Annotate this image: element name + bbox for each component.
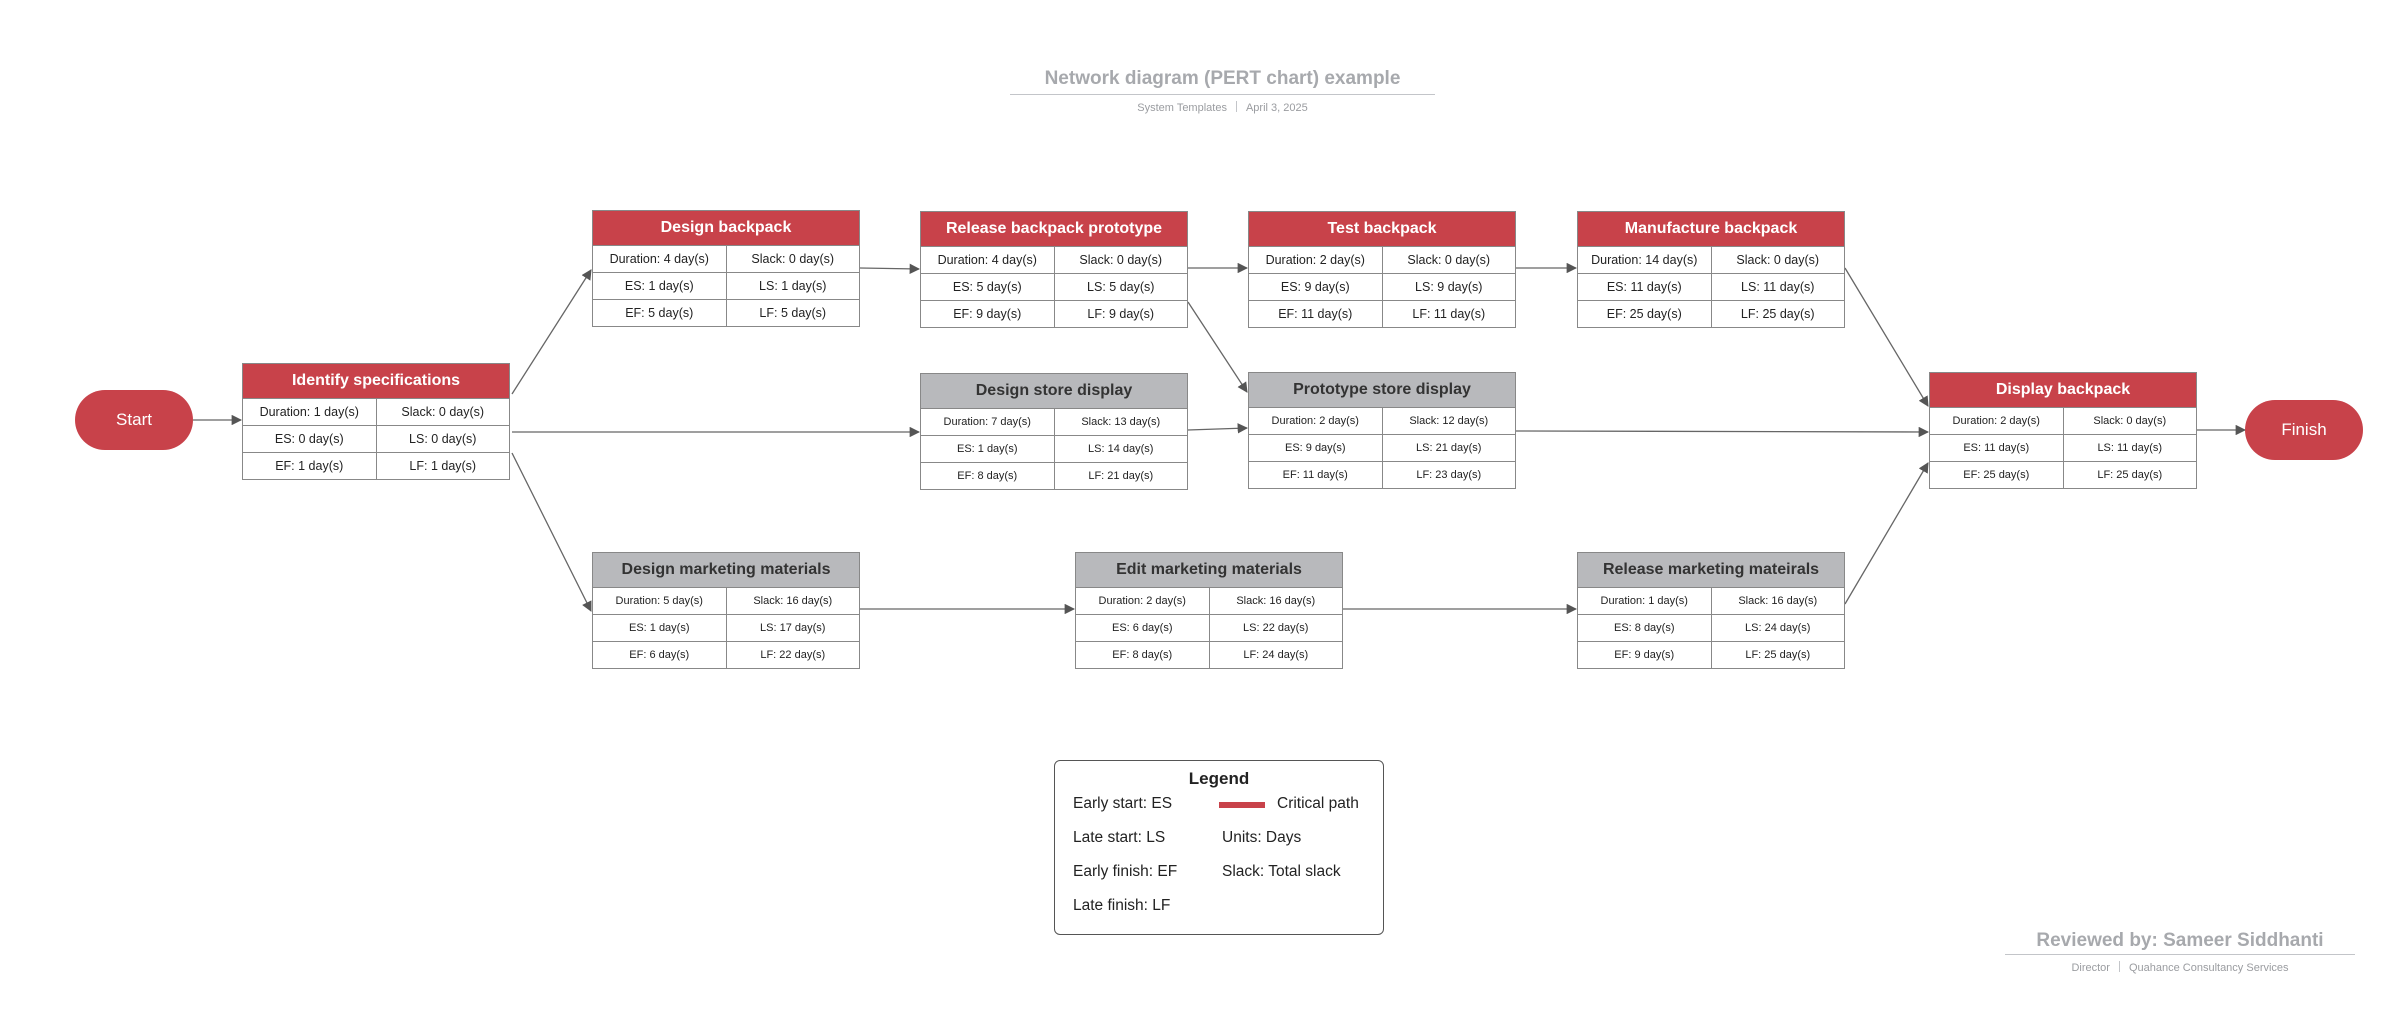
task-es: ES: 1 day(s) (624, 279, 694, 293)
task-es: ES: 5 day(s) (952, 280, 1022, 294)
task-duration: Duration: 2 day(s) (1952, 415, 2040, 427)
task-ls: LS: 9 day(s) (1382, 274, 1516, 300)
task-design-marketing-materials (592, 552, 860, 669)
task-lf: LF: 23 day(s) (1382, 462, 1516, 488)
task-ls: LS: 24 day(s) (1711, 615, 1845, 641)
task-duration: Duration: 1 day(s) (1600, 595, 1688, 607)
task-es: ES: 8 day(s) (1613, 622, 1675, 634)
task-name: Release backpack prototype (921, 212, 1187, 246)
meta-source: System Templates (1137, 102, 1227, 114)
task-duration: Duration: 14 day(s) (1591, 253, 1698, 267)
task-prototype-store-display (1248, 372, 1516, 489)
critical-path-swatch (1219, 802, 1265, 808)
legend-early-finish: Early finish: EF (1073, 863, 1178, 880)
task-lf: LF: 5 day(s) (726, 300, 860, 326)
arrow-release-prototype-to-prototype-store (1188, 302, 1247, 392)
arrow-manufacture-to-display (1845, 268, 1928, 406)
reviewer-separator (2119, 961, 2120, 972)
task-ef: EF: 9 day(s) (953, 307, 1022, 321)
task-duration: Duration: 7 day(s) (943, 416, 1031, 428)
task-display-backpack (1929, 372, 2197, 489)
task-slack: Slack: 13 day(s) (1054, 409, 1188, 435)
title-underline (1010, 94, 1435, 95)
task-duration: Duration: 5 day(s) (615, 595, 703, 607)
task-test-backpack (1248, 211, 1516, 328)
task-slack: Slack: 0 day(s) (1711, 247, 1845, 273)
task-edit-marketing-materials (1075, 552, 1343, 669)
task-slack: Slack: 0 day(s) (1382, 247, 1516, 273)
start-node: Start (75, 390, 193, 450)
task-name: Design backpack (593, 211, 859, 245)
task-ef: EF: 5 day(s) (625, 306, 694, 320)
task-identify-specifications (242, 363, 510, 480)
task-lf: LF: 21 day(s) (1054, 463, 1188, 489)
task-name: Release marketing mateirals (1578, 553, 1844, 587)
reviewer-name: Reviewed by: Sameer Siddhanti (2036, 930, 2324, 951)
task-ls: LS: 5 day(s) (1054, 274, 1188, 300)
legend-critical-path: Critical path (1277, 795, 1359, 812)
arrow-release-marketing-to-display (1845, 463, 1928, 604)
task-es: ES: 1 day(s) (956, 443, 1018, 455)
task-ef: EF: 9 day(s) (1614, 649, 1675, 661)
task-ls: LS: 22 day(s) (1209, 615, 1343, 641)
task-name: Identify specifications (243, 364, 509, 398)
legend-early-start: Early start: ES (1073, 795, 1173, 812)
task-ls: LS: 21 day(s) (1382, 435, 1516, 461)
task-ef: EF: 1 day(s) (275, 459, 344, 473)
legend-units: Units: Days (1222, 829, 1302, 846)
task-slack: Slack: 16 day(s) (726, 588, 860, 614)
task-duration: Duration: 4 day(s) (609, 252, 709, 266)
legend-title: Legend (1188, 769, 1250, 788)
arrow-prototype-store-to-display (1516, 431, 1928, 432)
task-lf: LF: 24 day(s) (1209, 642, 1343, 668)
arrow-identify-to-design-marketing (512, 453, 591, 611)
legend-late-finish: Late finish: LF (1073, 897, 1171, 914)
task-duration: Duration: 2 day(s) (1098, 595, 1186, 607)
task-slack: Slack: 16 day(s) (1209, 588, 1343, 614)
task-design-backpack (592, 210, 860, 327)
title-meta (1010, 101, 1435, 114)
task-slack: Slack: 0 day(s) (1054, 247, 1188, 273)
task-slack: Slack: 0 day(s) (376, 399, 510, 425)
task-release-marketing-materials (1577, 552, 1845, 669)
task-slack: Slack: 0 day(s) (726, 246, 860, 272)
task-name: Display backpack (1930, 373, 2196, 407)
task-lf: LF: 1 day(s) (376, 453, 510, 479)
task-design-store-display (920, 373, 1188, 490)
task-ls: LS: 1 day(s) (726, 273, 860, 299)
task-es: ES: 1 day(s) (628, 622, 690, 634)
task-ls: LS: 17 day(s) (726, 615, 860, 641)
task-duration: Duration: 1 day(s) (259, 405, 359, 419)
task-es: ES: 11 day(s) (1606, 280, 1682, 294)
arrow-design-store-to-prototype-store (1188, 428, 1247, 430)
task-lf: LF: 22 day(s) (726, 642, 860, 668)
task-ef: EF: 6 day(s) (629, 649, 690, 661)
task-duration: Duration: 2 day(s) (1265, 253, 1365, 267)
legend-box (1054, 760, 1384, 935)
task-slack: Slack: 0 day(s) (2063, 408, 2197, 434)
task-name: Test backpack (1249, 212, 1515, 246)
task-ef: EF: 25 day(s) (1606, 307, 1682, 321)
task-es: ES: 6 day(s) (1111, 622, 1173, 634)
task-name: Edit marketing materials (1076, 553, 1342, 587)
task-name: Prototype store display (1249, 373, 1515, 407)
meta-separator (1236, 101, 1237, 112)
task-lf: LF: 25 day(s) (1711, 301, 1845, 327)
arrow-design-backpack-to-release-prototype (860, 268, 919, 269)
reviewer-meta (2005, 961, 2355, 974)
reviewer-company: Quahance Consultancy Services (2128, 962, 2289, 974)
finish-node: Finish (2245, 400, 2363, 460)
task-lf: LF: 11 day(s) (1382, 301, 1516, 327)
task-name: Design marketing materials (593, 553, 859, 587)
task-ef: EF: 8 day(s) (1112, 649, 1173, 661)
task-slack: Slack: 16 day(s) (1711, 588, 1845, 614)
task-lf: LF: 25 day(s) (1711, 642, 1845, 668)
task-name: Manufacture backpack (1578, 212, 1844, 246)
task-es: ES: 11 day(s) (1963, 442, 2030, 454)
meta-date: April 3, 2025 (1245, 102, 1308, 114)
task-duration: Duration: 4 day(s) (937, 253, 1037, 267)
task-duration: Duration: 2 day(s) (1271, 415, 1359, 427)
task-manufacture-backpack (1577, 211, 1845, 328)
task-es: ES: 9 day(s) (1284, 442, 1346, 454)
reviewer-role: Director (2071, 962, 2110, 974)
task-release-backpack-prototype (920, 211, 1188, 328)
task-ls: LS: 0 day(s) (376, 426, 510, 452)
task-ef: EF: 11 day(s) (1278, 307, 1353, 321)
task-slack: Slack: 12 day(s) (1382, 408, 1516, 434)
task-ef: EF: 11 day(s) (1282, 469, 1348, 481)
task-lf: LF: 9 day(s) (1054, 301, 1188, 327)
task-ls: LS: 11 day(s) (2063, 435, 2197, 461)
task-es: ES: 0 day(s) (274, 432, 344, 446)
legend-late-start: Late start: LS (1073, 829, 1166, 846)
task-name: Design store display (921, 374, 1187, 408)
task-ef: EF: 25 day(s) (1963, 469, 2030, 481)
task-es: ES: 9 day(s) (1280, 280, 1350, 294)
reviewer-underline (2005, 954, 2355, 955)
task-lf: LF: 25 day(s) (2063, 462, 2197, 488)
arrow-identify-to-design-backpack (512, 270, 591, 394)
task-ls: LS: 11 day(s) (1711, 274, 1845, 300)
legend-slack: Slack: Total slack (1222, 863, 1341, 880)
diagram-title: Network diagram (PERT chart) example (1044, 68, 1401, 89)
task-ls: LS: 14 day(s) (1054, 436, 1188, 462)
task-ef: EF: 8 day(s) (957, 470, 1018, 482)
